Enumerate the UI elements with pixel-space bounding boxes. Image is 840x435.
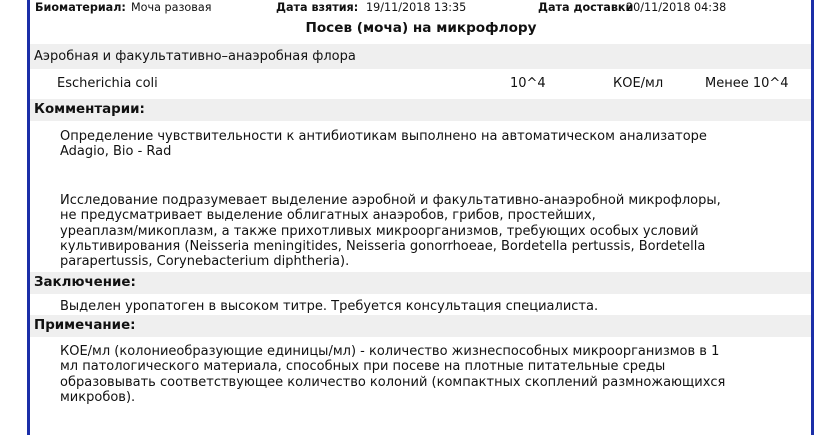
organism-name: Escherichia coli (57, 76, 158, 91)
delivery-date-value: 20/11/2018 04:38 (626, 1, 727, 14)
delivery-date-label: Дата доставки (538, 1, 634, 14)
comments-line: уреаплазм/микоплазм, а также прихотливых микроорганизмов, требующих особых условий (60, 223, 699, 239)
taken-date-label: Дата взятия: (276, 1, 359, 14)
note-line: КОЕ/мл (колониеобразующие единицы/мл) - количество жизнеспособных микроорганизмов в 1 (60, 344, 720, 359)
report-title: Посев (моча) на микрофлору (305, 20, 537, 36)
conclusion-header: Заключение: (30, 272, 811, 294)
conclusion-text: Выделен уропатоген в высоком титре. Требуется консультация специалиста. (60, 299, 599, 314)
comments-paragraph-1 (60, 129, 800, 160)
organism-unit: КОЕ/мл (613, 76, 664, 91)
comments-line: Определение чувствительности к антибиотикам выполнено на автоматическом анализаторе (60, 129, 707, 144)
note-line: мл патологического материала, способных при посеве на плотные питательные среды (60, 359, 666, 375)
note-line: микробов). (60, 389, 136, 405)
note-paragraph (60, 344, 800, 405)
organism-reference: Менее 10^4 (705, 76, 789, 91)
taken-date-value: 19/11/2018 13:35 (366, 1, 467, 14)
note-header: Примечание: (30, 315, 811, 337)
comments-line: не предусматривает выделение облигатных анаэробов, грибов, простейших, (60, 208, 596, 224)
right-border-line (811, 0, 814, 435)
comments-line: Исследование подразумевает выделение аэробной и факультативно-анаэробной микрофлоры, (60, 193, 721, 208)
comments-line: культивирования (Neisseria meningitides, Neisseria gonorrhoeae, Bordetella pertussis, Bordetella (60, 238, 706, 254)
biomaterial-value: Моча разовая (131, 1, 212, 14)
comments-paragraph-2 (60, 193, 800, 269)
flora-result-row (30, 72, 811, 96)
note-line: образовывать соответствующее количество колоний (компактных скоплений размножающихся (60, 374, 726, 390)
comments-line: Adagio, Bio - Rad (60, 144, 172, 160)
biomaterial-label: Биоматериал: (35, 1, 126, 14)
report-meta-row (32, 1, 810, 17)
flora-section-header: Аэробная и факультативно–анаэробная флора (30, 44, 811, 69)
comments-header: Комментарии: (30, 99, 811, 121)
organism-amount: 10^4 (510, 76, 546, 91)
comments-line: parapertussis, Corynebacterium diphtheria). (60, 254, 350, 270)
